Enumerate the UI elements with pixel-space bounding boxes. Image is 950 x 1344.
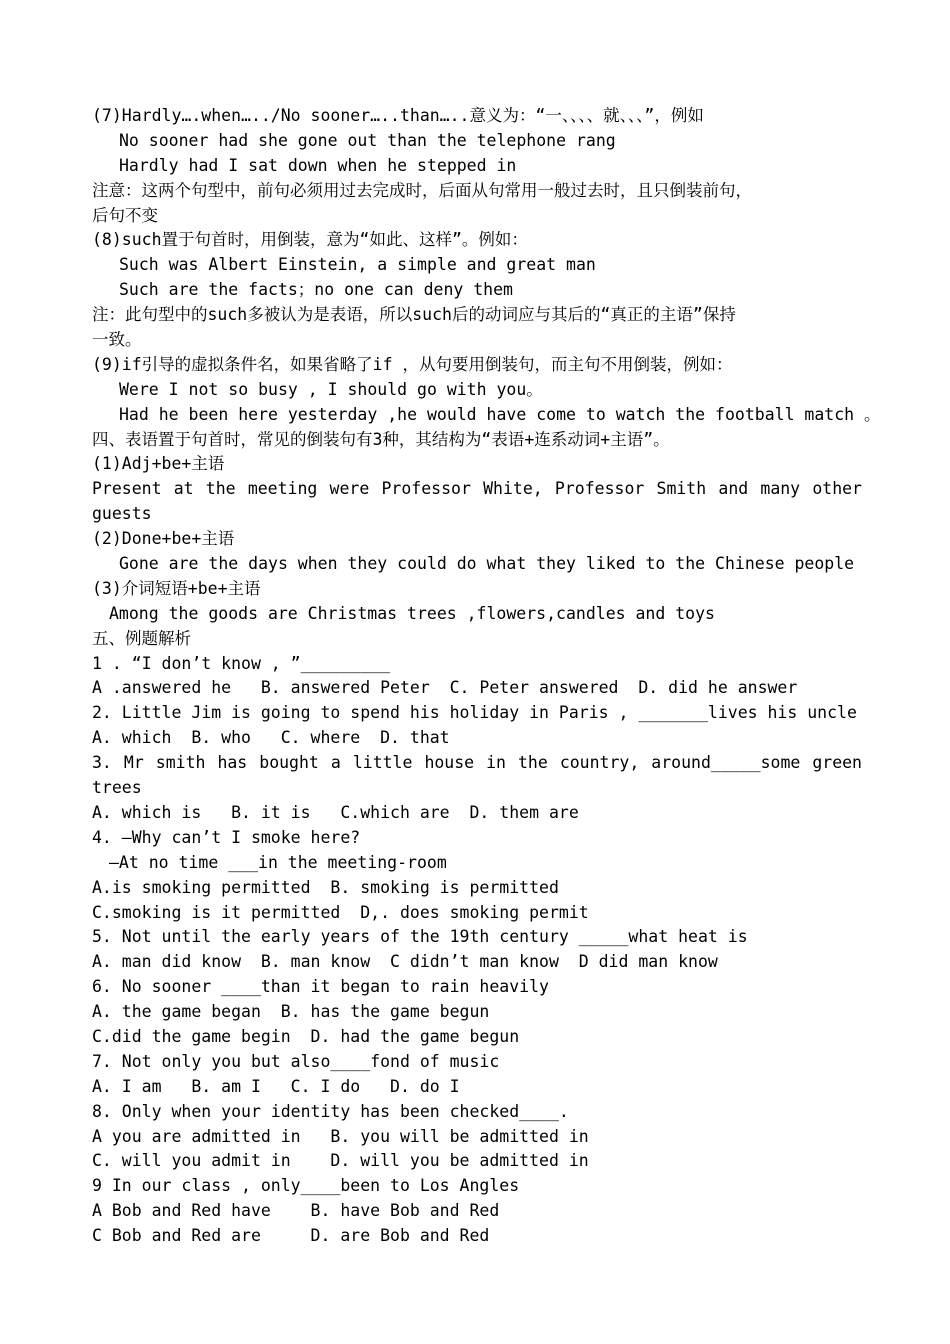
text-line: guests: [92, 504, 152, 524]
text-line: C. will you admit in D. will you be admitted in: [92, 1151, 589, 1171]
text-line: Hardly had I sat down when he stepped in: [119, 155, 517, 175]
text-line: Had he been here yesterday ,he would have come to watch the football match 。: [119, 404, 881, 424]
text-line: No sooner had she gone out than the telephone rang: [119, 130, 616, 150]
text-line: 4. —Why can’t I smoke here?: [92, 827, 361, 847]
text-line: (8)such置于句首时，用倒装，意为“如此、这样”。例如：: [92, 230, 528, 250]
text-line: 1 . “I don’t know , ”_________: [92, 653, 391, 673]
text-line: 6. No sooner ____than it began to rain heavily: [92, 977, 549, 997]
text-line: (3)介词短语+be+主语: [92, 578, 261, 598]
text-line: A Bob and Red have B. have Bob and Red: [92, 1201, 500, 1221]
text-line: 3. Mr smith has bought a little house in the country, around_____some green: [92, 753, 862, 773]
text-line: A you are admitted in B. you will be admitted in: [92, 1126, 589, 1146]
document-page: [92, 104, 881, 1249]
text-line: A. I am B. am I C. I do D. do I: [92, 1076, 460, 1096]
text-line: A. the game began B. has the game begun: [92, 1002, 490, 1022]
text-line: 注：此句型中的such多被认为是表语，所以such后的动词应与其后的“真正的主语”保持: [92, 305, 736, 325]
text-line: 5. Not until the early years of the 19th century _____what heat is: [92, 927, 748, 947]
text-line: 9 In our class , only____been to Los Angles: [92, 1176, 520, 1196]
text-line: C.did the game begin D. had the game begun: [92, 1026, 520, 1046]
text-line: (1)Adj+be+主语: [92, 454, 225, 474]
text-line: 四、表语置于句首时，常见的倒装句有3种，其结构为“表语+连系动词+主语”。: [92, 429, 670, 449]
text-line: trees: [92, 778, 142, 798]
text-line: A. man did know B. man know C didn’t man know D did man know: [92, 952, 718, 972]
text-line: (7)Hardly….when…../No sooner…..than…..意义为：“一、、、、就、、、”，例如: [92, 106, 704, 125]
text-line: Were I not so busy , I should go with you。: [119, 379, 543, 399]
text-line: —At no time ___in the meeting-room: [109, 852, 447, 872]
text-line: 五、例题解析: [92, 628, 191, 648]
text-line: 2. Little Jim is going to spend his holiday in Paris , _______lives his uncle: [92, 703, 857, 723]
text-line: 8. Only when your identity has been checked____.: [92, 1101, 569, 1121]
text-line: Among the goods are Christmas trees ,flowers,candles and toys: [109, 603, 715, 623]
text-line: 后句不变: [92, 205, 158, 225]
text-line: A.is smoking permitted B. smoking is permitted: [92, 877, 559, 897]
text-line: Gone are the days when they could do what they liked to the Chinese people: [119, 554, 855, 574]
text-line: 7. Not only you but also____fond of music: [92, 1051, 500, 1071]
text-line: Such was Albert Einstein, a simple and great man: [119, 255, 596, 275]
text-line: A. which is B. it is C.which are D. them are: [92, 802, 579, 822]
text-line: (2)Done+be+主语: [92, 529, 235, 549]
text-line: (9)if引导的虚拟条件名，如果省略了if ，从句要用倒装句，而主句不用倒装，例如：: [92, 354, 733, 374]
text-line: 注意：这两个句型中，前句必须用过去完成时，后面从句常用一般过去时，且只倒装前句，: [92, 180, 752, 200]
text-line: A. which B. who C. where D. that: [92, 728, 450, 748]
text-line: C.smoking is it permitted D,. does smoking permit: [92, 902, 589, 922]
text-line: 一致。: [92, 330, 142, 350]
text-line: Such are the facts；no one can deny them: [119, 280, 513, 300]
text-line: C Bob and Red are D. are Bob and Red: [92, 1226, 490, 1246]
text-line: Present at the meeting were Professor White, Professor Smith and many other: [92, 479, 862, 499]
text-line: A .answered he B. answered Peter C. Peter answered D. did he answer: [92, 678, 798, 698]
